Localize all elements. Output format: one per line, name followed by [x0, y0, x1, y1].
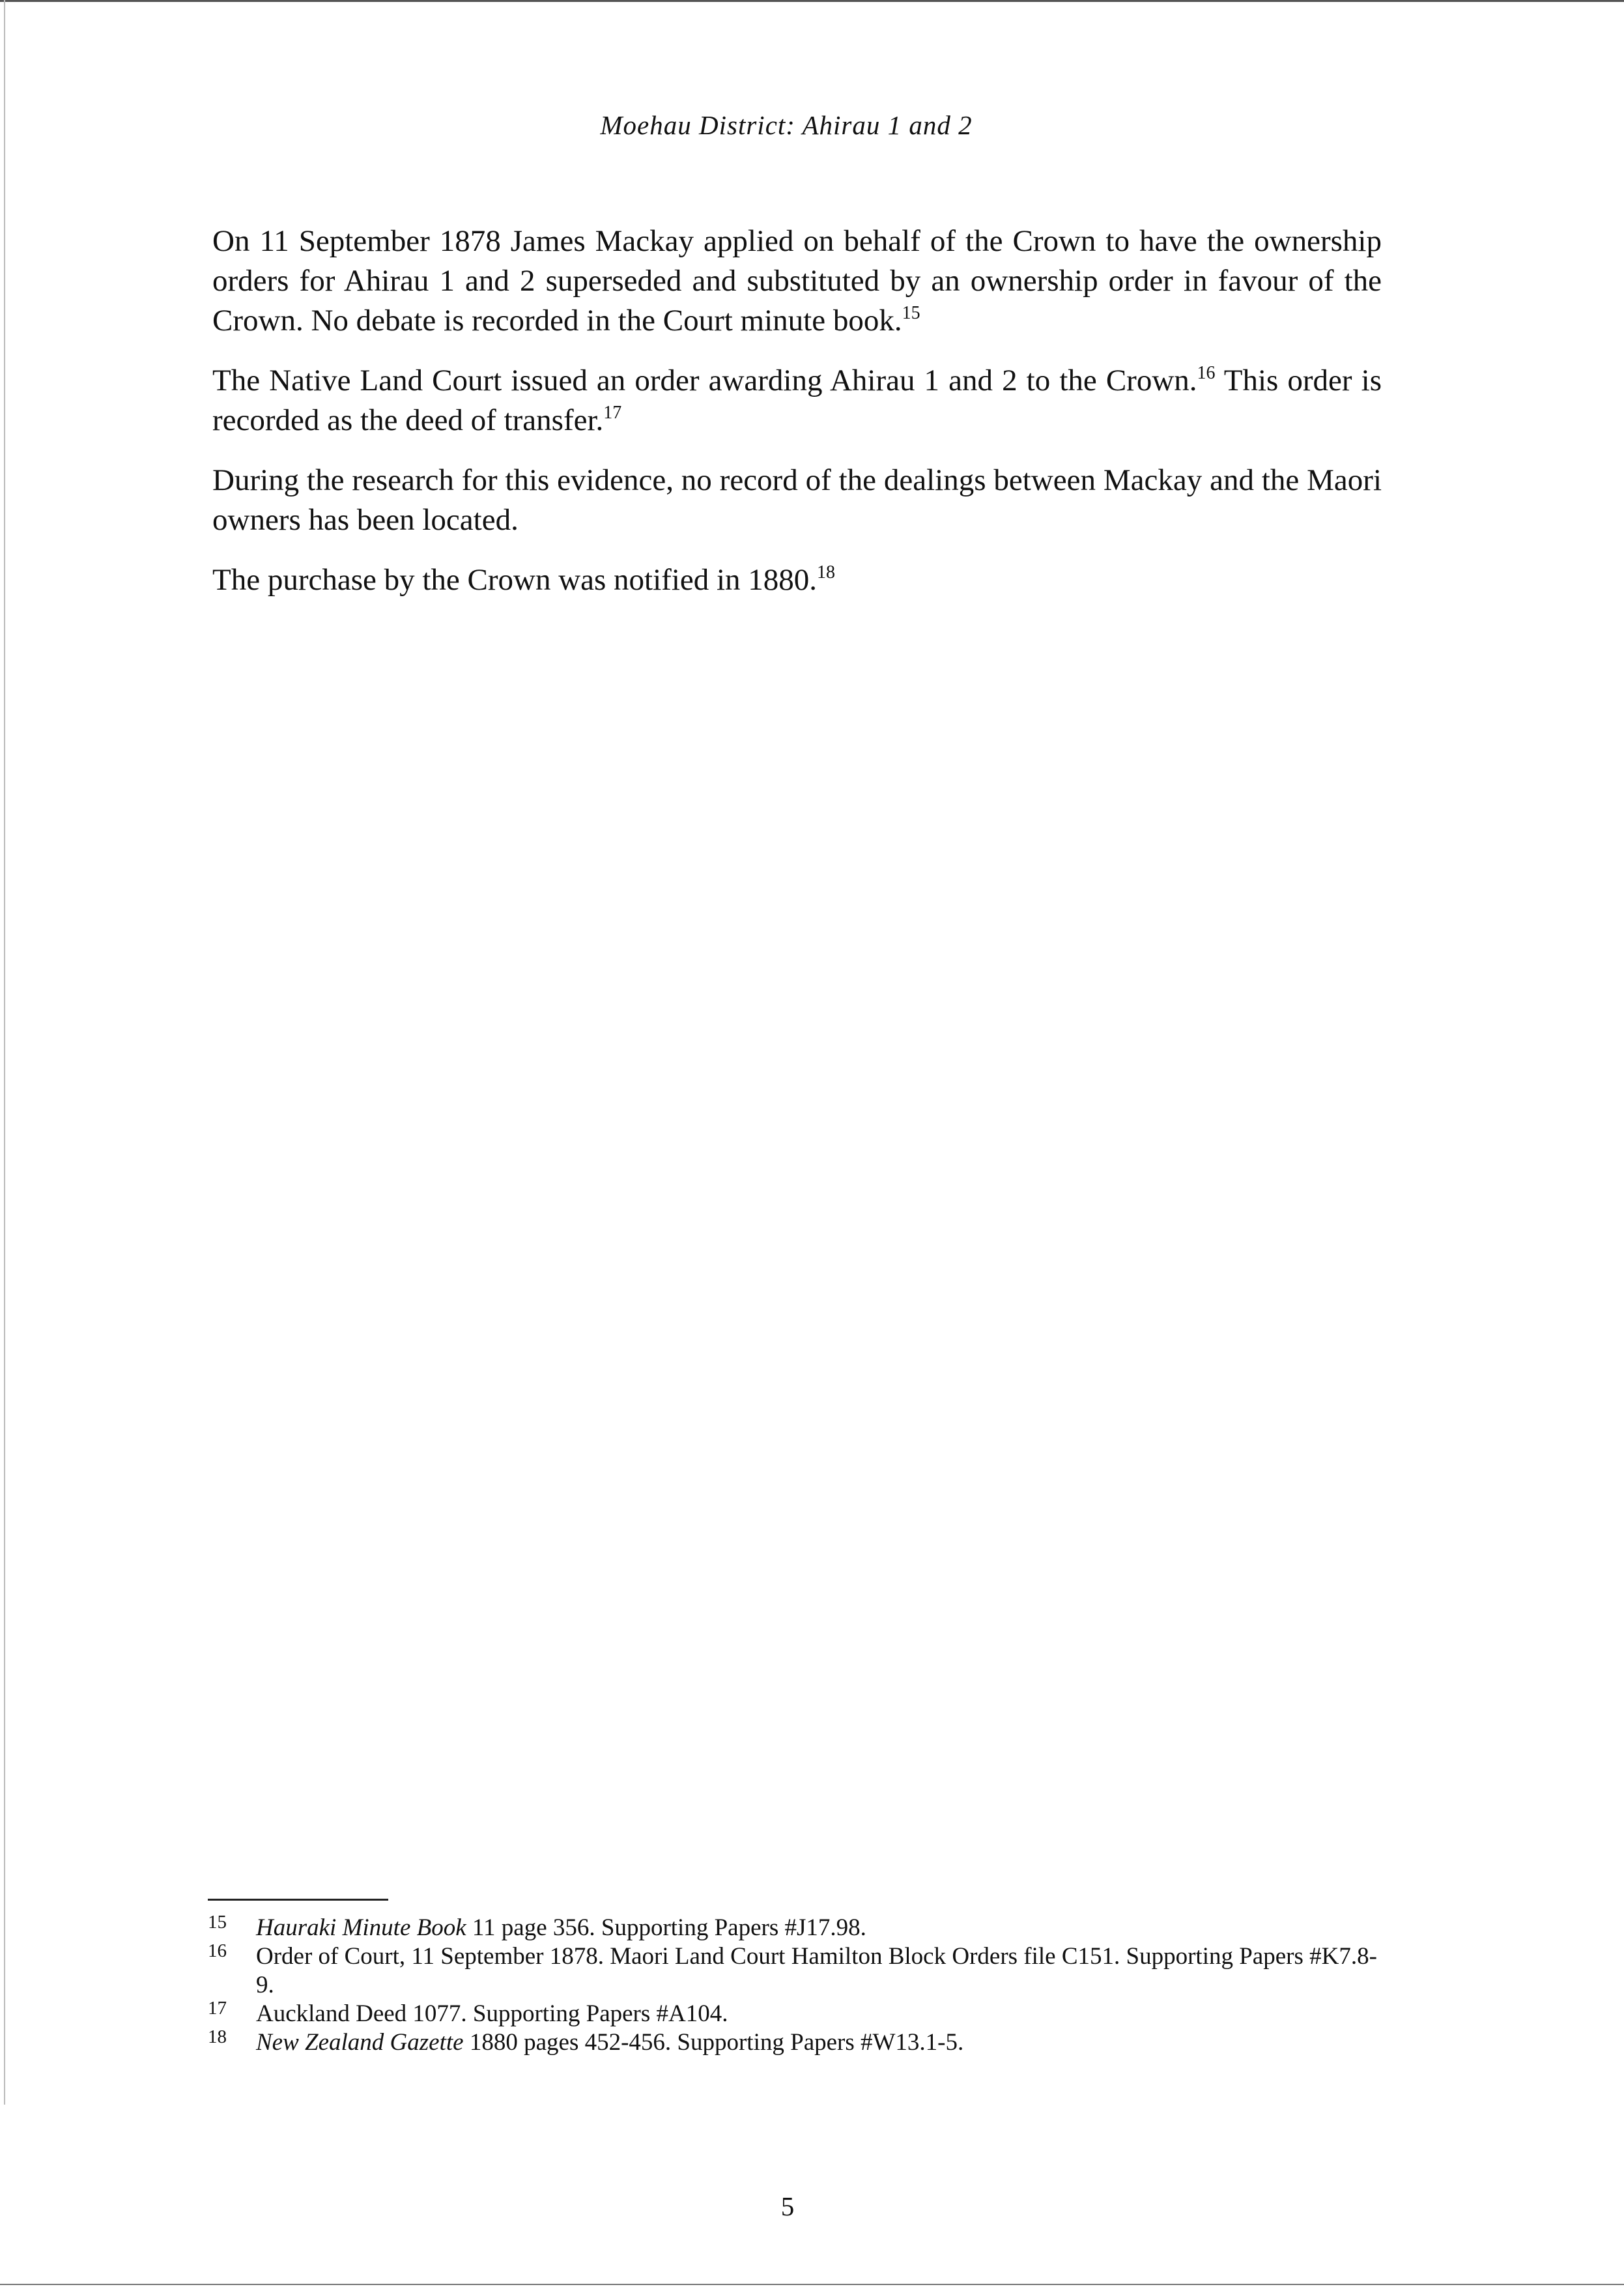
paragraph-2-text-a: The Native Land Court issued an order awarding Ahirau 1 and 2 to the Crown. [212, 364, 1197, 397]
paragraph-4-text: The purchase by the Crown was notified in 1880. [212, 563, 818, 597]
body-text [212, 222, 1382, 620]
footnote-ref-17[interactable]: 17 [603, 403, 622, 423]
footnote-16 [208, 1942, 1380, 2000]
footnote-text: Order of Court, 11 September 1878. Maori Land Court Hamilton Block Orders file C151. Supporting Papers #K7.8-9. [256, 1943, 1377, 1998]
footnote-number: 16 [208, 1940, 227, 1961]
footnote-source-title: Hauraki Minute Book [256, 1914, 466, 1941]
footnote-number: 17 [208, 1998, 227, 2019]
scan-edge-top [0, 0, 1624, 2]
footnote-number: 15 [208, 1912, 227, 1933]
footnote-text: 11 page 356. Supporting Papers #J17.98. [466, 1914, 866, 1941]
footnote-15 [208, 1914, 1380, 1942]
footnote-source-title: New Zealand Gazette [256, 2029, 464, 2056]
paragraph-1 [212, 222, 1382, 341]
page-number: 5 [780, 2191, 795, 2221]
footnote-separator [208, 1899, 388, 1901]
scan-edge-bottom [0, 2284, 1624, 2285]
scan-edge-left [4, 0, 5, 2105]
paragraph-2-text-b: This order is recorded as the deed of transfer. [212, 364, 1382, 437]
footnote-18 [208, 2028, 1380, 2057]
footnote-ref-16[interactable]: 16 [1197, 363, 1216, 383]
paragraph-3 [212, 461, 1382, 540]
footnotes [208, 1914, 1380, 2057]
footnote-number: 18 [208, 2026, 227, 2047]
paragraph-4 [212, 560, 1382, 600]
running-header: Moehau District: Ahirau 1 and 2 [600, 110, 973, 140]
paragraph-1-text: On 11 September 1878 James Mackay applied on behalf of the Crown to have the ownership orders for Ahirau 1 and 2 superseded and substituted by an ownership order in favour of the Crown. No debate is recorded in the Court minute book. [212, 224, 1382, 338]
footnote-17 [208, 2000, 1380, 2028]
footnote-ref-15[interactable]: 15 [902, 303, 920, 323]
paragraph-2 [212, 361, 1382, 440]
footnote-ref-18[interactable]: 18 [817, 562, 836, 583]
footnote-text: Auckland Deed 1077. Supporting Papers #A104. [256, 2000, 728, 2027]
footnote-text: 1880 pages 452-456. Supporting Papers #W13.1-5. [463, 2029, 964, 2056]
paragraph-3-text: During the research for this evidence, no record of the dealings between Mackay and the Maori owners has been located. [212, 463, 1382, 537]
